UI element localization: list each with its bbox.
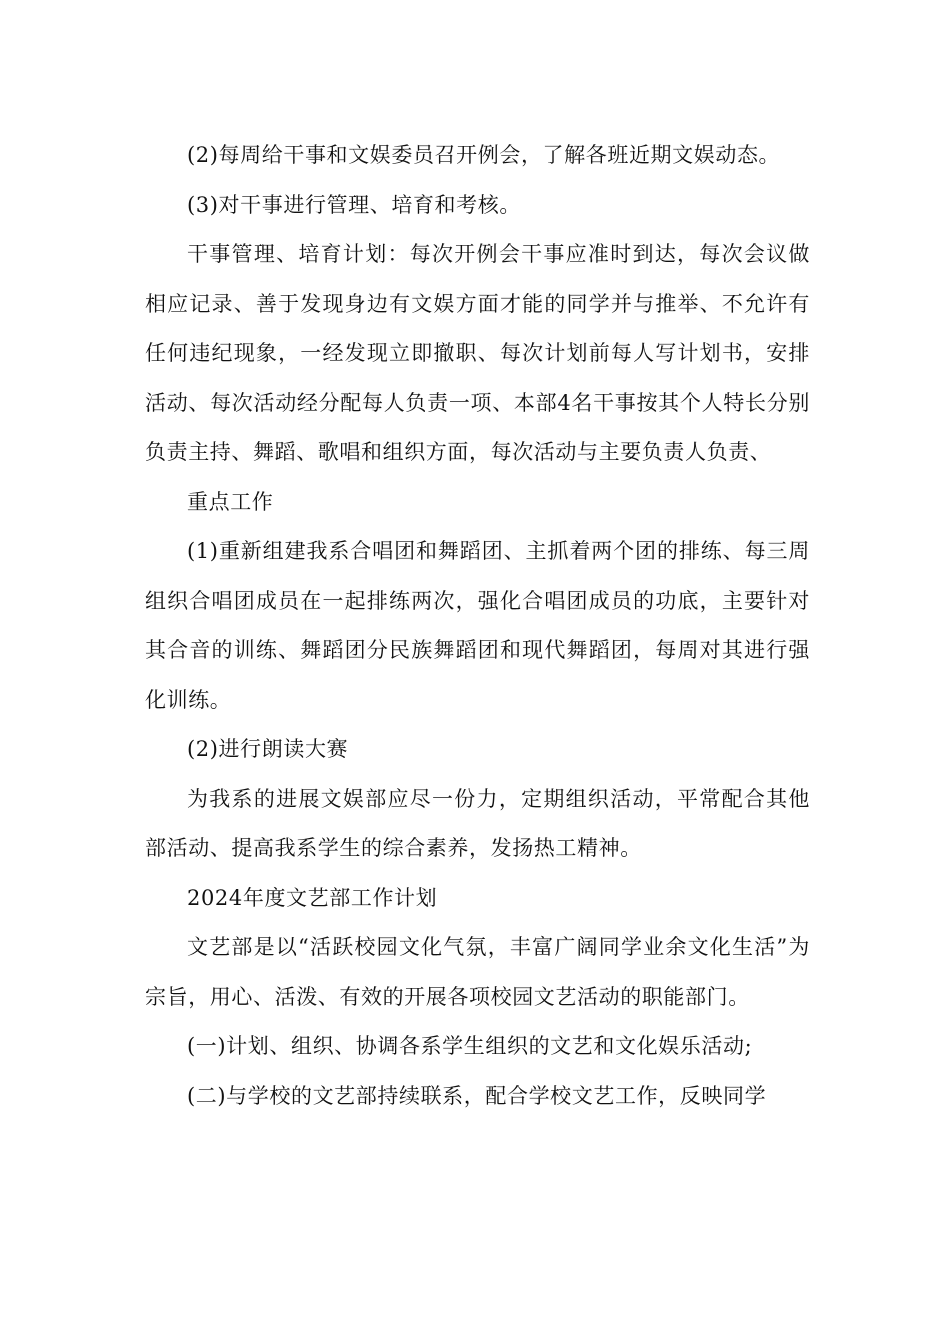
paragraph-11: (二)与学校的文艺部持续联系，配合学校文艺工作，反映同学 [187, 1083, 767, 1108]
paragraph-3: 干事管理、培育计划：每次开例会干事应准时到达，每次会议做相应记录、善于发现身边有文娱方面才能的同学并与推举、不允许有任何违纪现象，一经发现立即撤职、每次计划前每人写计划书，安排活动、每次活动经分配每人负责一项、本部4名干事按其个人特长分别负责主持、舞蹈、歌唱和组织方面，每次活动与主要负责人负责、 [145, 242, 810, 464]
section-heading-plan-title: 2024年度文艺部工作计划 [187, 885, 438, 910]
document-body [145, 131, 810, 1121]
paragraph-6: (2)进行朗读大赛 [187, 737, 349, 761]
paragraph-10: (一)计划、组织、协调各系学生组织的文艺和文化娱乐活动; [187, 1034, 753, 1058]
paragraph-1: (2)每周给干事和文娱委员召开例会，了解各班近期文娱动态。 [187, 143, 781, 167]
paragraph-5: (1)重新组建我系合唱团和舞蹈团、主抓着两个团的排练、每三周组织合唱团成员在一起排练两次，强化合唱团成员的功底，主要针对其合音的训练、舞蹈团分民族舞蹈团和现代舞蹈团，每周对其进行强化训练。 [145, 539, 810, 712]
section-heading-key-work: 重点工作 [187, 489, 274, 514]
paragraph-7: 为我系的进展文娱部应尽一份力，定期组织活动，平常配合其他部活动、提高我系学生的综合素养，发扬热工精神。 [145, 786, 810, 860]
paragraph-2: (3)对干事进行管理、培育和考核。 [187, 192, 521, 217]
paragraph-9: 文艺部是以“活跃校园文化气氛，丰富广阔同学业余文化生活”为宗旨，用心、活泼、有效的开展各项校园文艺活动的职能部门。 [145, 935, 810, 1009]
